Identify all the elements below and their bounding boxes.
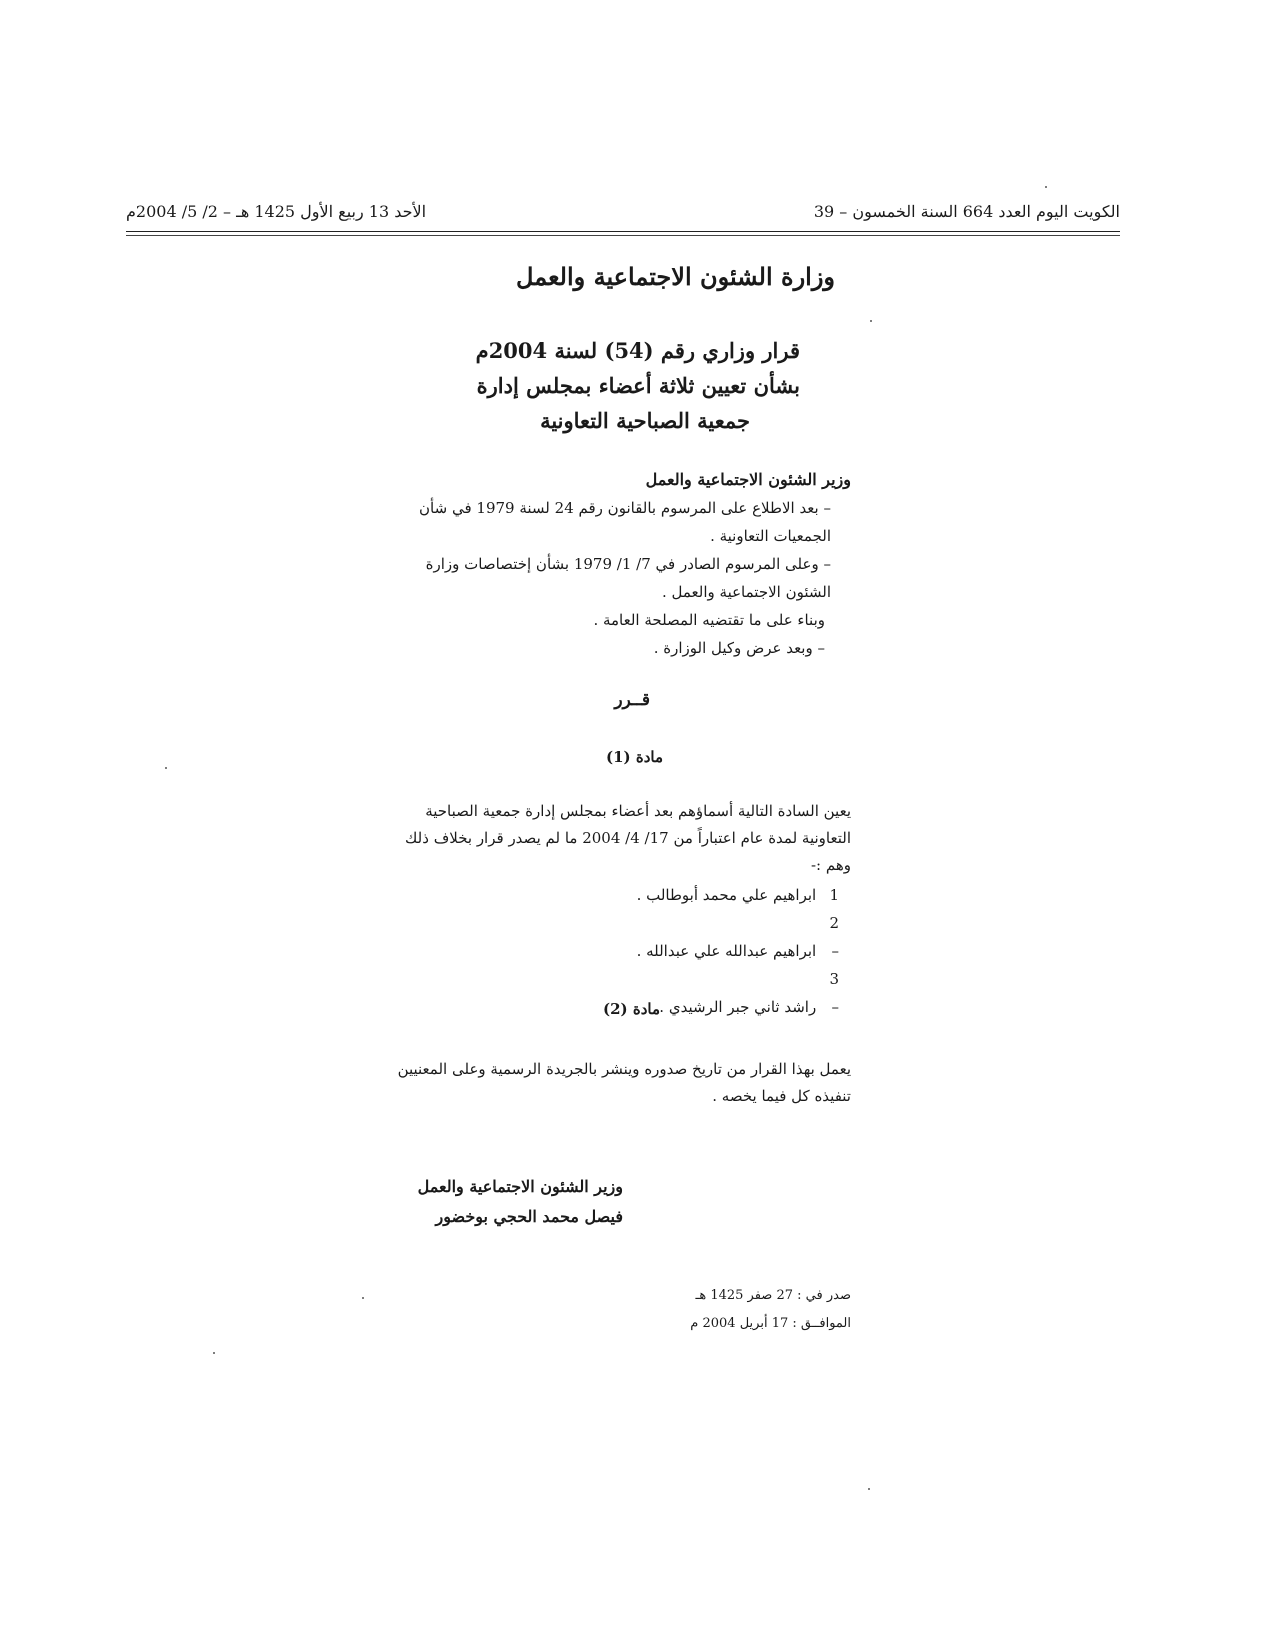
scan-speck <box>870 320 872 322</box>
title-line-3: جمعية الصباحية التعاونية <box>540 408 750 433</box>
preamble-paragraph-3: وبناء على ما تقتضيه المصلحة العامة . <box>593 611 825 629</box>
article-2-text: يعمل بهذا القرار من تاريخ صدوره وينشر بالجريدة الرسمية وعلى المعنيين تنفيذه كل فيما يخصه . <box>397 1060 851 1105</box>
list-item-number: 1 <box>829 886 839 904</box>
header-divider <box>126 231 1120 232</box>
preamble-paragraph-4: – وبعد عرض وكيل الوزارة . <box>653 639 825 657</box>
article-2-heading: مادة (2) <box>602 1000 660 1018</box>
signatory-title: وزير الشئون الاجتماعية والعمل <box>417 1177 623 1196</box>
list-item <box>539 881 839 909</box>
ministry-title: وزارة الشئون الاجتماعية والعمل <box>516 262 835 291</box>
list-item-number: 3 – <box>829 970 839 1016</box>
scan-speck <box>1045 186 1047 188</box>
scan-speck <box>213 1352 215 1354</box>
scan-speck <box>362 1297 364 1299</box>
header-divider-thin <box>126 235 1120 236</box>
decision-title <box>380 333 800 438</box>
list-item-name: ابراهيم عبدالله علي عبدالله . <box>636 942 817 960</box>
article-1-heading: مادة (1) <box>605 748 663 766</box>
issue-date-gregorian: الموافــق : 17 أبريل 2004 م <box>690 1316 851 1331</box>
list-item <box>539 909 839 965</box>
title-line-1: قرار وزاري رقم (54) لسنة 2004م <box>475 338 800 363</box>
signatory-name: فيصل محمد الحجي بوخضور <box>435 1207 623 1226</box>
list-item-number: 2 – <box>829 914 839 960</box>
preamble-paragraph-1: – بعد الاطلاع على المرسوم بالقانون رقم 24 لسنة 1979 في شأن الجمعيات التعاونية . <box>419 499 831 545</box>
header-issue-info: الكويت اليوم العدد 664 السنة الخمسون – 39 <box>813 202 1120 221</box>
header-date: الأحد 13 ربيع الأول 1425 هـ – 2/ 5/ 2004م <box>126 202 427 221</box>
list-item-name: راشد ثاني جبر الرشيدي . <box>659 998 817 1016</box>
page-header <box>126 200 1120 230</box>
issue-date-hijri: صدر في : 27 صفر 1425 هـ <box>695 1288 851 1303</box>
signature-block <box>418 1172 623 1232</box>
list-item <box>539 965 839 1021</box>
decree-heading: قــرر <box>614 690 650 710</box>
preamble-paragraph-2: – وعلى المرسوم الصادر في 7/ 1/ 1979 بشأن إختصاصات وزارة الشئون الاجتماعية والعمل . <box>425 555 831 601</box>
list-item-name: ابراهيم علي محمد أبوطالب . <box>636 886 817 904</box>
article-1-text: يعين السادة التالية أسماؤهم بعد أعضاء بمجلس إدارة جمعية الصباحية التعاونية لمدة عام اعتباراً من 17/ 4/ 2004 ما لم يصدر قرار بخلاف ذلك وهم :- <box>405 802 851 874</box>
preamble-heading: وزير الشئون الاجتماعية والعمل <box>645 470 851 489</box>
issue-date-block <box>690 1282 851 1338</box>
preamble <box>386 466 851 662</box>
scan-speck <box>868 1488 870 1490</box>
scan-speck <box>165 767 167 769</box>
title-line-2: بشأن تعيين ثلاثة أعضاء بمجلس إدارة <box>476 373 800 398</box>
member-list <box>539 881 839 1021</box>
